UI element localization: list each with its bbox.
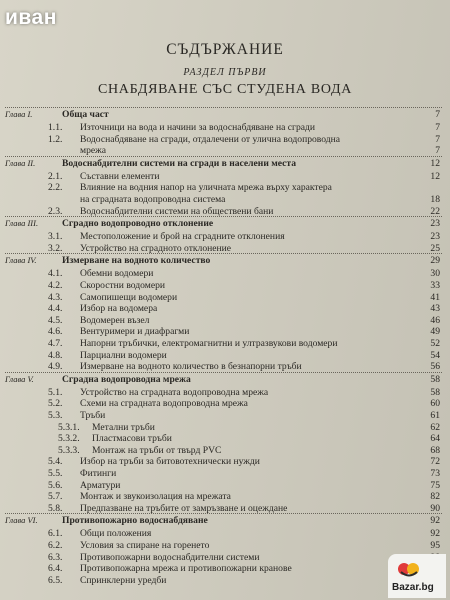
entry-page-number: 33	[430, 280, 440, 291]
entry-number: 5.3.	[48, 410, 63, 421]
entry-page-number: 46	[430, 314, 440, 326]
entry-title: Скоростни водомери	[80, 280, 166, 291]
entry-page-number: 7	[435, 133, 440, 145]
entry-number: 6.1.	[48, 528, 63, 540]
toc-chapter-row	[0, 514, 450, 527]
entry-number: 5.1.	[48, 386, 63, 398]
contents-heading: СЪДЪРЖАНИЕ	[166, 41, 284, 58]
entry-page-number: 7	[435, 122, 440, 133]
entry-title: Местоположение и брой на сградните отклонения	[80, 231, 285, 243]
entry-number: 4.5.	[48, 314, 63, 326]
bazar-logo-icon	[397, 560, 422, 580]
entry-page-number: 73	[430, 468, 440, 479]
entry-number: 6.2.	[48, 540, 63, 551]
entry-title: Пластмасови тръби	[92, 433, 172, 445]
chapter-title: Противопожарно водоснабдяване	[62, 515, 208, 527]
chapter-label: Глава IV.	[5, 255, 37, 266]
entry-title: Общи положения	[80, 528, 152, 540]
entry-title: Монтаж и звукоизолация на мрежата	[80, 491, 231, 503]
section-label: РАЗДЕЛ ПЪРВИ	[183, 67, 267, 78]
entry-title: Водоснабдяване на сгради, отдалечени от улична водопроводна	[80, 133, 341, 145]
entry-title: Водомерен възел	[80, 314, 150, 326]
entry-page-number: 95	[430, 540, 440, 551]
chapter-label: Глава II.	[5, 157, 36, 168]
chapter-title: Измерване на водното количество	[62, 255, 211, 267]
entry-page-number: 7	[435, 145, 440, 157]
entry-title: Източници на вода и начини за водоснабдяване на сгради	[80, 122, 316, 133]
entry-number: 5.3.2.	[58, 433, 80, 445]
entry-page-number: 12	[430, 157, 440, 169]
entry-page-number: 72	[430, 456, 440, 468]
entry-title: Обемни водомери	[80, 268, 154, 280]
entry-page-number: 52	[430, 338, 440, 349]
entry-number: 4.1.	[48, 268, 63, 280]
entry-number: 4.9.	[48, 361, 63, 373]
entry-page-number: 58	[430, 386, 440, 398]
entry-title: Устройство на сградното отклонение	[80, 242, 232, 254]
entry-title: Схеми на сградната водопроводна мрежа	[80, 398, 248, 410]
entry-title: Условия за спиране на горенето	[80, 540, 210, 551]
entry-number: 4.8.	[48, 349, 63, 361]
entry-number: 2.2.	[48, 182, 63, 194]
entry-number: 5.3.3.	[58, 444, 80, 456]
entry-title: Водоснабдителни системи на обществени бани	[80, 205, 274, 217]
entry-page-number: 90	[430, 502, 440, 514]
entry-page-number: 62	[430, 421, 440, 433]
entry-title: Вентуримери и диафрагми	[80, 326, 190, 338]
entry-title: Избор на водомера	[80, 303, 158, 315]
entry-number: 4.6.	[48, 326, 63, 338]
entry-page-number: 82	[430, 491, 440, 503]
entry-page-number: 30	[430, 268, 440, 280]
entry-title: Противопожарна мрежа и противопожарни кранове	[80, 563, 292, 575]
entry-page-number: 22	[430, 205, 440, 217]
entry-number: 3.1.	[48, 231, 63, 243]
entry-number: 4.4.	[48, 303, 63, 315]
entry-number: 5.2.	[48, 398, 63, 410]
entry-page-number: 25	[430, 242, 440, 254]
toc-chapter-row	[0, 254, 450, 267]
entry-number: 5.5.	[48, 468, 63, 479]
chapter-label: Глава I.	[5, 109, 33, 119]
entry-page-number: 41	[430, 291, 440, 303]
entry-title: Фитинги	[80, 468, 117, 479]
entry-number: 5.4.	[48, 456, 63, 468]
entry-title: Влияние на водния напор на уличната мрежа върху характера	[80, 182, 332, 194]
entry-number: 4.7.	[48, 338, 63, 349]
toc-chapter-row	[0, 217, 450, 230]
toc-chapter-row	[0, 108, 450, 121]
entry-number: 1.2.	[48, 133, 63, 145]
entry-number: 6.5.	[48, 574, 63, 586]
entry-number: 6.3.	[48, 551, 63, 563]
chapter-title: Водоснабдителни системи на сгради в населени места	[62, 157, 297, 169]
badge-text: Bazar.bg	[392, 582, 434, 593]
entry-page-number: 64	[430, 433, 440, 445]
entry-title: Устройство на сградната водопроводна мрежа	[80, 386, 269, 398]
entry-number: 2.3.	[48, 205, 63, 217]
section-title: СНАБДЯВАНЕ СЪС СТУДЕНА ВОДА	[97, 82, 353, 97]
entry-title: Самопишещи водомери	[80, 291, 178, 303]
chapter-title: Сградно водопроводно отклонение	[62, 218, 214, 230]
entry-title: Парциални водомери	[80, 349, 167, 361]
entry-title: Тръби	[80, 410, 106, 421]
entry-page-number: 68	[430, 444, 440, 456]
entry-title: Измерване на водното количество в безнапорни тръби	[80, 361, 302, 373]
entry-number: 5.7.	[48, 491, 63, 503]
entry-page-number: 23	[430, 231, 440, 243]
chapter-label: Глава V.	[5, 373, 34, 384]
entry-number: 5.6.	[48, 479, 63, 491]
entry-number: 1.1.	[48, 122, 63, 133]
entry-title: Арматури	[80, 479, 121, 491]
chapter-label: Глава VI.	[5, 515, 38, 526]
entry-page-number: 7	[435, 109, 440, 120]
entry-title: Съставни елементи	[80, 170, 160, 182]
entry-page-number: 92	[430, 515, 440, 527]
chapter-title: Обща част	[62, 109, 109, 120]
entry-title: на сградната водопроводна система	[80, 194, 226, 205]
entry-title: Напорни тръбички, електромагнитни и ултразвукови водомери	[80, 338, 338, 349]
entry-page-number: 54	[430, 349, 440, 361]
marketplace-badge	[388, 554, 446, 598]
entry-page-number: 12	[430, 170, 440, 182]
entry-page-number: 23	[430, 218, 440, 230]
chapter-title: Сградна водопроводна мрежа	[62, 373, 191, 385]
entry-number: 4.3.	[48, 291, 63, 303]
entry-page-number: 43	[430, 303, 440, 315]
watermark: иван	[5, 6, 57, 29]
entry-page-number: 56	[430, 361, 440, 373]
entry-number: 4.2.	[48, 280, 63, 291]
entry-page-number: 58	[430, 373, 440, 385]
entry-number: 2.1.	[48, 170, 63, 182]
entry-page-number: 92	[430, 528, 440, 540]
entry-page-number: 61	[430, 410, 440, 421]
entry-title: Метални тръби	[92, 421, 155, 433]
entry-page-number: 60	[430, 398, 440, 410]
entry-number: 6.4.	[48, 563, 63, 575]
toc-chapter-row	[0, 157, 450, 170]
entry-page-number: 29	[430, 255, 440, 267]
entry-title: мрежа	[80, 145, 107, 157]
entry-title: Монтаж на тръби от твърд PVC	[92, 444, 222, 456]
entry-number: 3.2.	[48, 242, 63, 254]
entry-number: 5.8.	[48, 502, 63, 514]
toc-entry-row	[0, 574, 450, 587]
entry-title: Предпазване на тръбите от замръзване и оцеждане	[80, 502, 288, 514]
chapter-label: Глава III.	[5, 218, 39, 229]
entry-title: Избор на тръби за битовотехнически нужди	[80, 456, 260, 468]
entry-page-number: 18	[430, 194, 440, 205]
entry-page-number: 75	[430, 479, 440, 491]
toc-chapter-row	[0, 373, 450, 386]
entry-page-number: 49	[430, 326, 440, 338]
entry-title: Спринклерни уредби	[80, 574, 167, 586]
entry-title: Противопожарни водоснабдителни системи	[80, 551, 260, 563]
entry-number: 5.3.1.	[58, 421, 80, 433]
